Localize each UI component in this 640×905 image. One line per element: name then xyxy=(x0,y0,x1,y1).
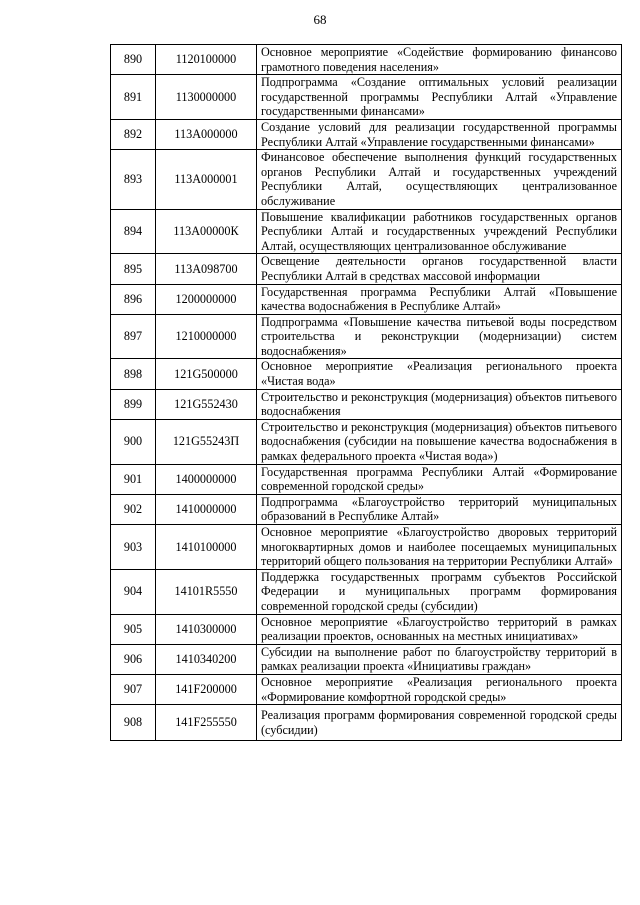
row-number: 897 xyxy=(111,314,156,359)
row-code: 1410000000 xyxy=(156,494,257,524)
row-code: 121G552430 xyxy=(156,389,257,419)
row-number: 894 xyxy=(111,209,156,254)
row-description: Реализация программ формирования современной городской среды (субсидии) xyxy=(257,705,622,741)
row-number: 892 xyxy=(111,119,156,149)
table-row xyxy=(111,359,622,389)
table-row xyxy=(111,45,622,75)
row-description: Поддержка государственных программ субъектов Российской Федерации и муниципальных программ формирования современной городской среды (субсидии) xyxy=(257,569,622,614)
row-number: 906 xyxy=(111,644,156,674)
row-number: 898 xyxy=(111,359,156,389)
row-description: Основное мероприятие «Благоустройство территорий в рамках реализации проектов, основанных на местных инициативах» xyxy=(257,614,622,644)
row-description: Подпрограмма «Благоустройство территорий муниципальных образований в Республике Алтай» xyxy=(257,494,622,524)
row-code: 113А00000К xyxy=(156,209,257,254)
table-row xyxy=(111,389,622,419)
row-number: 908 xyxy=(111,705,156,741)
row-code: 121G55243П xyxy=(156,419,257,464)
row-number: 890 xyxy=(111,45,156,75)
row-description: Финансовое обеспечение выполнения функций государственных органов Республики Алтай и государственных учреждений Республики Алтай, осуществляющих централизованное обслуживание xyxy=(257,150,622,209)
row-code: 14101R5550 xyxy=(156,569,257,614)
row-number: 903 xyxy=(111,525,156,570)
row-description: Государственная программа Республики Алтай «Повышение качества водоснабжения в Республике Алтай» xyxy=(257,284,622,314)
row-code: 1120100000 xyxy=(156,45,257,75)
row-code: 1410300000 xyxy=(156,614,257,644)
budget-codes-table xyxy=(110,44,622,741)
row-number: 893 xyxy=(111,150,156,209)
row-description: Освещение деятельности органов государственной власти Республики Алтай в средствах массовой информации xyxy=(257,254,622,284)
table-row xyxy=(111,119,622,149)
table-row xyxy=(111,209,622,254)
row-description: Основное мероприятие «Содействие формированию финансово грамотного поведения населения» xyxy=(257,45,622,75)
row-description: Строительство и реконструкция (модернизация) объектов питьевого водоснабжения xyxy=(257,389,622,419)
row-code: 113А098700 xyxy=(156,254,257,284)
table-row xyxy=(111,494,622,524)
row-code: 1400000000 xyxy=(156,464,257,494)
table-row xyxy=(111,614,622,644)
table-row xyxy=(111,525,622,570)
row-code: 1130000000 xyxy=(156,75,257,120)
row-number: 900 xyxy=(111,419,156,464)
row-number: 891 xyxy=(111,75,156,120)
row-description: Основное мероприятие «Реализация регионального проекта «Чистая вода» xyxy=(257,359,622,389)
table-row xyxy=(111,705,622,741)
table-row xyxy=(111,284,622,314)
row-description: Основное мероприятие «Реализация регионального проекта «Формирование комфортной городской среды» xyxy=(257,674,622,704)
row-description: Строительство и реконструкция (модернизация) объектов питьевого водоснабжения (субсидии на повышение качества водоснабжения в рамках федерального проекта «Чистая вода») xyxy=(257,419,622,464)
row-code: 1410340200 xyxy=(156,644,257,674)
row-code: 141F255550 xyxy=(156,705,257,741)
row-number: 901 xyxy=(111,464,156,494)
row-code: 1200000000 xyxy=(156,284,257,314)
row-description: Субсидии на выполнение работ по благоустройству территорий в рамках реализации проекта «Инициативы граждан» xyxy=(257,644,622,674)
table-row xyxy=(111,150,622,209)
table-row xyxy=(111,419,622,464)
row-description: Подпрограмма «Создание оптимальных условий реализации государственной программы Республики Алтай «Управление государственными финансами» xyxy=(257,75,622,120)
row-number: 905 xyxy=(111,614,156,644)
table-row xyxy=(111,75,622,120)
row-code: 121G500000 xyxy=(156,359,257,389)
row-description: Основное мероприятие «Благоустройство дворовых территорий многоквартирных домов и наиболее посещаемых муниципальных территорий общего пользования на территории Республики Алтай» xyxy=(257,525,622,570)
table-row xyxy=(111,674,622,704)
table-row xyxy=(111,314,622,359)
row-description: Подпрограмма «Повышение качества питьевой воды посредством строительства и реконструкции (модернизации) систем водоснабжения» xyxy=(257,314,622,359)
table-row xyxy=(111,644,622,674)
table-row xyxy=(111,569,622,614)
row-number: 896 xyxy=(111,284,156,314)
row-code: 1210000000 xyxy=(156,314,257,359)
row-code: 113А000001 xyxy=(156,150,257,209)
table-body xyxy=(111,45,622,741)
row-code: 113А000000 xyxy=(156,119,257,149)
row-number: 899 xyxy=(111,389,156,419)
page-number: 68 xyxy=(313,12,327,27)
table-row xyxy=(111,464,622,494)
table-row xyxy=(111,254,622,284)
row-description: Создание условий для реализации государственной программы Республики Алтай «Управление государственными финансами» xyxy=(257,119,622,149)
row-number: 904 xyxy=(111,569,156,614)
row-description: Повышение квалификации работников государственных органов Республики Алтай и государственных учреждений Республики Алтай, осуществляющих централизованное обслуживание xyxy=(257,209,622,254)
row-code: 1410100000 xyxy=(156,525,257,570)
row-number: 902 xyxy=(111,494,156,524)
row-code: 141F200000 xyxy=(156,674,257,704)
row-number: 895 xyxy=(111,254,156,284)
row-number: 907 xyxy=(111,674,156,704)
row-description: Государственная программа Республики Алтай «Формирование современной городской среды» xyxy=(257,464,622,494)
